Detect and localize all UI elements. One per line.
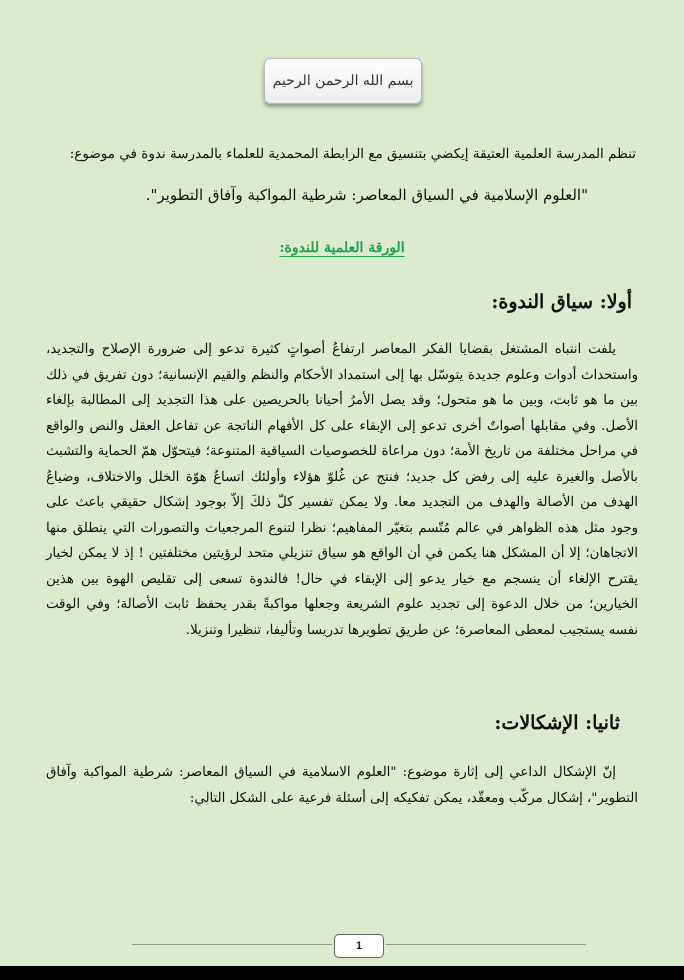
basmala-banner: [264, 58, 422, 104]
section-heading-context: أولا: سياق الندوة:: [491, 291, 632, 313]
footer-divider-right: [386, 944, 586, 945]
symposium-topic: "العلوم الإسلامية في السياق المعاصر: شرطية المواكبة وآفاق التطوير".: [145, 186, 588, 204]
footer-divider-left: [132, 944, 332, 945]
section-body-problems: إنّ الإشكال الداعي إلى إثارة موضوع: "العلوم الاسلامية في السياق المعاصر: شرطية المواكبة وآفاق التطوير"، إشكال مركّب ومعقّد، يمكن تفكيكه إلى أسئلة فرعية على الشكل التالي:: [46, 765, 638, 806]
announcement-text: تنظم المدرسة العلمية العتيقة إيكضي بتنسيق مع الرابطة المحمدية للعلماء بالمدرسة ندوة في موضوع:: [69, 146, 636, 162]
page-number: 1: [334, 934, 384, 958]
basmala-text: بسم الله الرحمن الرحيم: [272, 73, 414, 89]
paper-title: الورقة العلمية للندوة:: [279, 240, 405, 256]
section-heading-problems: ثانيا: الإشكالات:: [494, 712, 620, 734]
section-body-context: يلفت انتباه المشتغل بقضايا الفكر المعاصر ارتفاعُ أصواتٍ كثيرة تدعو إلى ضرورة الإصلاح والتجديد، واستحداث أدوات وعلوم جديدة يتوسّل بها إلى استمداد الأحكام والنظم والقيم الإنسانية؛ دون تفريق في ذلك بين ما هو ثابت، وبين ما هو متحول؛ وقد يصل الأمرُ أحيانا بالحريصين على هذا التجديد إلى المطالبة بإلغاء الأصل. وفي مقابلها أصواتٌ أخرى تدعو إلى الإبقاء على كل الأفهام الناتجة عن تفاعل العقل والنص والواقع في مراحل مختلفة من تاريخ الأمة؛ دون مراعاة للخصوصيات السياقية المتنوعة؛ فيتحوّل همّ الحماية والتشبث بالأصل والغيرة عليه إلى رفض كل جديد؛ فنتج عن غُلوّ هؤلاء وأولئك اتساعُ هوّة الخلل والاختلاف، وضياعُ الهدف من الأصالة والهدف من التجديد معا. ولا يمكن تفسير كلّ ذلكَ إلاّ بوجود إشكال حقيقي باعث على وجود مثل هذه الظواهر في عالم مُتّسم بتغيّر المفاهيم؛ نظرا لتنوع المرجعيات والتصورات التي ينطلق منها الاتجاهان؛ إلا أن المشكل هنا يكمن في أن الواقع هو سياق تنزيلي متحد لرؤيتين مختلفتين ! إذ لا يمكن لخيار يقترح الإلغاء أن ينسجم مع خيار يدعو إلى الإبقاء في حال! فالندوة تسعى إلى تقليص الهوة بين هذين الخيارين؛ من خلال الدعوة إلى تجديد علوم الشريعة وجعلها مواكبةً بقدر يحفظ ثابت الأصالة؛ وفي الوقت نفسه يستجيب لمعطى المعاصرة؛ عن طريق تطويرها تدريسا وتأليفا، تنظيرا وتنزيلا.: [46, 342, 638, 638]
